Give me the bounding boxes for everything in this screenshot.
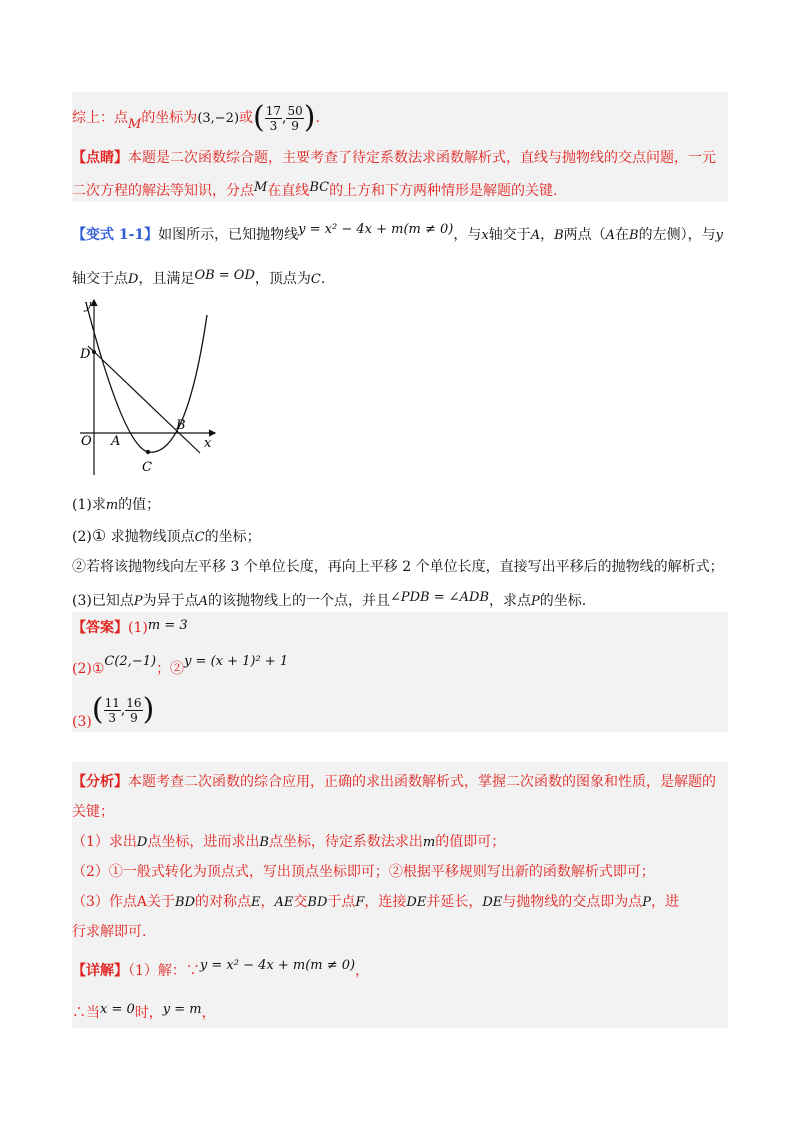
s1-a: （1）求出 [72, 834, 137, 850]
s3-j: 行求解即可. [72, 924, 147, 940]
label-y: y [84, 298, 92, 313]
frac-11-3: $\frac{11}{3}$ [104, 695, 120, 725]
analysis-text-2: 关键； [72, 804, 114, 820]
variant-text-2c: ，顶点为 [254, 271, 311, 287]
q1-m: m [105, 498, 119, 513]
frac-17-3: $\frac{17}{3}$ [265, 103, 282, 133]
s2-text: （2）①一般式转化为顶点式，写出顶点坐标即可；②根据平移规则写出新的函数解析式即可； [72, 864, 655, 880]
comment-bc: BC [309, 180, 330, 195]
ans-paren-left: ( [91, 692, 104, 727]
answer-1 [72, 616, 188, 638]
point-d [92, 350, 96, 354]
s3-bd: BD [175, 895, 196, 910]
variant-text-1d: 两点（ [563, 227, 606, 243]
conclusion-line: 综上：点M的坐标为(3,−2)或( $\frac{17}{3}$ , $\frac{50}{9}$ ). [72, 100, 320, 135]
analysis-step-2 [72, 862, 655, 882]
detail-eq-1: y = x² − 4x + m(m ≠ 0) [199, 958, 356, 973]
analysis-line-2 [72, 802, 114, 822]
s1-c: 点坐标，待定系数法求出 [268, 834, 423, 850]
s3-h: 与抛物线的交点即为点 [502, 894, 643, 910]
comment-text-2c: 的上方和下方两种情形是解题的关键. [329, 183, 558, 199]
variant-text-1f: 的左侧），与 [638, 227, 716, 243]
var-y: y [715, 228, 723, 243]
detail-text-1a: （1）解：∵ [128, 963, 200, 979]
comment-text-1: 本题是二次函数综合题，主要考查了待定系数法求函数解析式，直线与抛物线的交点问题，一元 [128, 150, 716, 166]
s3-i: ，进 [651, 894, 680, 910]
frac-16-9: $\frac{16}{9}$ [126, 695, 142, 725]
var-comma: ， [540, 227, 555, 243]
s1-d: D [136, 835, 148, 850]
label-b: B [176, 418, 186, 433]
answer-1-label: (1) [128, 620, 148, 636]
var-ob-od: OB = OD [194, 268, 255, 283]
coord-1: (3,−2) [197, 111, 240, 126]
q3-angle-eq: ∠PDB = ∠ADB [389, 590, 490, 605]
variant-line-2 [72, 266, 325, 290]
point-m: M [128, 117, 142, 132]
line-bd [88, 346, 200, 453]
question-1 [72, 495, 160, 516]
variant-tag: 【变式 1-1】 [72, 227, 159, 243]
question-3 [72, 588, 586, 612]
answer-2-label: (2)① [72, 661, 105, 677]
var-a: A [530, 228, 541, 243]
q2-circle-1: ① [91, 526, 107, 545]
q3-text-c: 的该抛物线上的一个点，并且 [207, 593, 390, 609]
variant-text-1c: 轴交于 [488, 227, 531, 243]
s3-a: （3）作点A关于 [72, 894, 176, 910]
frac-50-9: $\frac{50}{9}$ [287, 103, 303, 133]
comment-m: M [254, 180, 268, 195]
question-2-2 [72, 557, 724, 577]
point-c [146, 450, 150, 454]
q2-text-b: 求抛物线顶点 [106, 529, 195, 545]
s3-e: E [251, 895, 261, 910]
q3-p2: P [531, 594, 540, 609]
variant-text-2d: . [320, 271, 326, 287]
label-d: D [80, 347, 91, 362]
q2-text-e: ②若将该抛物线向左平移 3 个单位长度，再向上平移 2 个单位长度，直接写出平移后的抛物线的解析式； [72, 559, 724, 575]
comment-line-2 [72, 178, 558, 201]
comment-line-1 [72, 148, 716, 168]
label-c: C [142, 460, 152, 475]
s1-end: 的值即可； [435, 834, 506, 850]
conclusion-lead: 综上：点 [72, 110, 128, 126]
label-x: x [204, 436, 212, 451]
analysis-step-3 [72, 892, 679, 913]
answer-2-eq2: y = (x + 1)² + 1 [184, 654, 289, 669]
s3-f-text: ，连接 [364, 894, 407, 910]
var-b2: B [629, 228, 639, 243]
answer-2-sep: ；② [156, 661, 185, 677]
detail-eq-2: x = 0 [100, 1002, 135, 1017]
answer-3: (3)( $\frac{11}{3}$ , $\frac{16}{9}$ ) [72, 692, 155, 730]
analysis-tag: 【分析】 [72, 774, 128, 790]
var-a2: A [605, 228, 616, 243]
analysis-text-1: 本题考查二次函数的综合应用，正确的求出函数解析式，掌握二次函数的图象和性质，是解题的 [128, 774, 716, 790]
detail-text-2b: 时， [134, 1005, 163, 1021]
detail-text-2c: ， [201, 1005, 216, 1021]
q2-c: C [194, 530, 205, 545]
s3-ae: AE [274, 895, 294, 910]
variant-equation: y = x² − 4x + m(m ≠ 0) [298, 222, 454, 237]
variant-text-2b: ，且满足 [138, 271, 195, 287]
variant-line-1 [72, 220, 723, 246]
variant-text-1b: ，与 [453, 227, 482, 243]
s3-d: 交 [293, 894, 308, 910]
answer-1-eq: m = 3 [147, 618, 188, 633]
var-b: B [554, 228, 564, 243]
answer-tag: 【答案】 [72, 620, 128, 636]
comment-text-2b: 在直线 [267, 183, 310, 199]
ans-paren-right: ) [142, 692, 155, 727]
detail-tag: 【详解】 [72, 963, 128, 979]
s3-p: P [642, 895, 652, 910]
var-d: D [128, 272, 139, 287]
detail-text-1b: ， [355, 963, 370, 979]
paren-left: ( [253, 100, 265, 135]
variant-text-2a: 轴交于点 [72, 271, 128, 287]
conclusion-mid: 的坐标为 [141, 110, 198, 126]
q1-text-b: 的值； [118, 497, 161, 513]
conclusion-end: . [315, 110, 320, 126]
q3-p: P [133, 594, 143, 609]
comment-text-2a: 二次方程的解法等知识，分点 [72, 183, 254, 199]
parabola-figure [70, 295, 230, 480]
variant-text-1e: 在 [615, 227, 630, 243]
detail-line-2 [72, 1000, 216, 1023]
analysis-step-3-cont [72, 922, 146, 942]
s3-de: DE [406, 895, 427, 910]
comment-tag: 【点睛】 [72, 150, 128, 166]
s3-g: 并延长， [426, 894, 483, 910]
q3-text-e: 的坐标. [539, 593, 587, 609]
q3-text-b: 为异于点 [142, 593, 199, 609]
s3-bd2: BD [307, 895, 328, 910]
s3-de2: DE [482, 895, 503, 910]
analysis-line-1 [72, 772, 716, 792]
s3-b: 的对称点 [195, 894, 252, 910]
question-2 [72, 526, 261, 548]
answer-2-eq: C(2,−1) [104, 654, 157, 669]
detail-eq-3: y = m [162, 1002, 202, 1017]
q2-text-d: 的坐标； [204, 529, 261, 545]
q3-text-d: ，求点 [489, 593, 532, 609]
detail-text-2a: ∴当 [72, 1005, 100, 1021]
detail-line-1 [72, 956, 369, 981]
analysis-step-1 [72, 832, 505, 853]
label-a: A [111, 434, 121, 449]
s1-b: 点坐标，进而求出 [147, 834, 260, 850]
q3-a: A [198, 594, 208, 609]
conclusion-or: 或 [239, 110, 254, 126]
answer-3-label: (3) [72, 714, 92, 730]
label-o: O [81, 434, 92, 449]
var-x: x [481, 228, 489, 243]
s1-bpoint: B [259, 835, 269, 850]
s3-f: F [355, 895, 365, 910]
s3-c: ， [260, 894, 275, 910]
q1-text-a: (1)求 [72, 497, 106, 513]
answer-2 [72, 652, 288, 679]
q2-text-a: (2) [72, 529, 92, 545]
s1-m: m [422, 835, 436, 850]
paren-right: ) [303, 100, 316, 135]
q3-text-a: (3)已知点 [72, 593, 134, 609]
variant-text-1a: 如图所示，已知抛物线 [158, 227, 299, 243]
parabola-curve [88, 310, 207, 452]
s3-e-text: 于点 [327, 894, 356, 910]
var-c: C [310, 272, 321, 287]
